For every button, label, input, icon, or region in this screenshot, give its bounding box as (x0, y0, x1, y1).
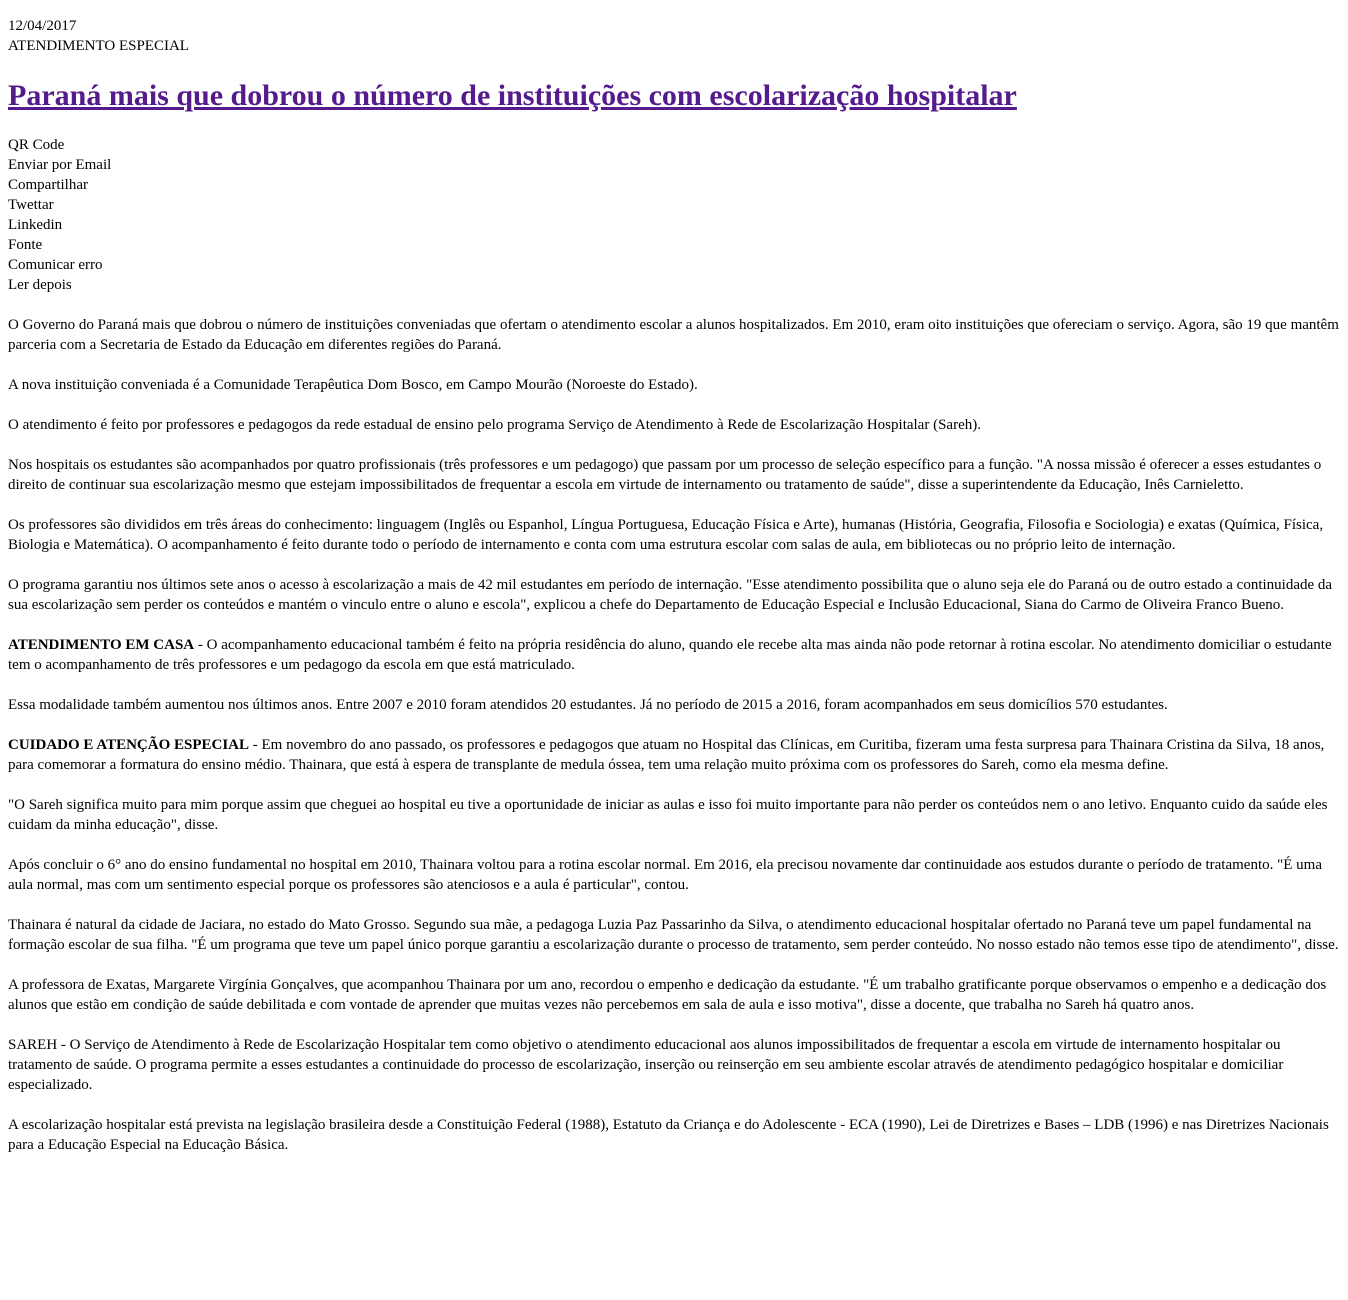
paragraph: O programa garantiu nos últimos sete anos o acesso à escolarização a mais de 42 mil estudantes em período de internação. "Esse atendimento possibilita que o aluno seja ele do Paraná ou de outro estado a continuidade da sua escolarização sem perder os conteúdos e mantém o vinculo entre o aluno e escola", explicou a chefe do Departamento de Educação Especial e Inclusão Educacional, Siana do Carmo de Oliveira Franco Bueno. (8, 577, 1333, 613)
paragraph: O Governo do Paraná mais que dobrou o número de instituições conveniadas que ofertam o atendimento escolar a alunos hospitalizados. Em 2010, eram oito instituições que ofereciam o serviço. Agora, são 19 que mantêm parceria com a Secretaria de Estado da Educação em diferentes regiões do Paraná. (8, 317, 1339, 353)
paragraph-section (8, 735, 1340, 775)
paragraph: Os professores são divididos em três áreas do conhecimento: linguagem (Inglês ou Espanhol, Língua Portuguesa, Educação Física e Arte), humanas (História, Geografia, Filosofia e Sociologia) e exatas (Química, Física, Biologia e Matemática). O acompanhamento é feito durante todo o período de internamento e conta com uma estrutura escolar com salas de aula, em bibliotecas ou no próprio leito de internação. (8, 517, 1324, 553)
tool-report-error[interactable]: Comunicar erro (8, 257, 103, 273)
section-heading: CUIDADO E ATENÇÃO ESPECIAL (8, 737, 250, 753)
page-title (8, 78, 1340, 114)
category-label: ATENDIMENTO ESPECIAL (8, 38, 189, 54)
paragraph: Nos hospitais os estudantes são acompanhados por quatro profissionais (três professores e um pedagogo) que passam por um processo de seleção específico para a função. "A nossa missão é oferecer a esses estudantes o direito de continuar sua escolarização mesmo que estejam impossibilitados de frequentar a escola em virtude de internamento ou tratamento de saúde", disse a superintendente da Educação, Inês Carnieletto. (8, 457, 1322, 493)
tool-linkedin[interactable]: Linkedin (8, 217, 63, 233)
paragraph: A nova instituição conveniada é a Comunidade Terapêutica Dom Bosco, em Campo Mourão (Noroeste do Estado). (8, 377, 698, 393)
publish-date: 12/04/2017 (8, 18, 77, 34)
article-tools (8, 135, 1340, 295)
paragraph: Após concluir o 6° ano do ensino fundamental no hospital em 2010, Thainara voltou para a rotina escolar normal. Em 2016, ela precisou novamente dar continuidade aos estudos durante o período de tratamento. "É uma aula normal, mas com um sentimento especial porque os professores são atenciosos e a aula é particular", contou. (8, 857, 1322, 893)
tool-tweet[interactable]: Twettar (8, 197, 54, 213)
paragraph: O atendimento é feito por professores e pedagogos da rede estadual de ensino pelo programa Serviço de Atendimento à Rede de Escolarização Hospitalar (Sareh). (8, 417, 981, 433)
paragraph: Essa modalidade também aumentou nos últimos anos. Entre 2007 e 2010 foram atendidos 20 estudantes. Já no período de 2015 a 2016, foram acompanhados em seus domicílios 570 estudantes. (8, 697, 1168, 713)
paragraph: Thainara é natural da cidade de Jaciara, no estado do Mato Grosso. Segundo sua mãe, a pedagoga Luzia Paz Passarinho da Silva, o atendimento educacional hospitalar ofertado no Paraná teve um papel fundamental na formação escolar de sua filha. "É um programa que teve um papel único porque garantiu a escolarização durante o processo de tratamento, sem perder conteúdo. No nosso estado não temos esse tipo de atendimento", disse. (8, 917, 1339, 953)
tool-read-later[interactable]: Ler depois (8, 277, 72, 293)
article-header (8, 16, 1340, 56)
paragraph-text: - Em novembro do ano passado, os professores e pedagogos que atuam no Hospital das Clínicas, em Curitiba, fizeram uma festa surpresa para Thainara Cristina da Silva, 18 anos, para comemorar a formatura do ensino médio. Thainara, que está à espera de transplante de medula óssea, tem uma relação muito próxima com os professores do Sareh, como ela mesma define. (8, 737, 1325, 773)
paragraph-text: - O acompanhamento educacional também é feito na própria residência do aluno, quando ele recebe alta mas ainda não pode retornar à rotina escolar. No atendimento domiciliar o estudante tem o acompanhamento de três professores e um pedagogo da escola em que está matriculado. (8, 637, 1332, 673)
paragraph: "O Sareh significa muito para mim porque assim que cheguei ao hospital eu tive a oportunidade de iniciar as aulas e isso foi muito importante para não perder os conteúdos nem o ano letivo. Enquanto cuido da saúde eles cuidam da minha educação", disse. (8, 797, 1328, 833)
tool-font-size[interactable]: Fonte (8, 237, 43, 253)
tool-send-email[interactable]: Enviar por Email (8, 157, 112, 173)
article-body (8, 315, 1340, 1155)
tool-share[interactable]: Compartilhar (8, 177, 88, 193)
paragraph: A professora de Exatas, Margarete Virgínia Gonçalves, que acompanhou Thainara por um ano, recordou o empenho e dedicação da estudante. "É um trabalho gratificante porque observamos o empenho e a dedicação dos alunos que estão em condição de saúde debilitada e com vontade de aprender que muitas vezes não percebemos em sala de aula e isso motiva", disse a docente, que trabalha no Sareh há quatro anos. (8, 977, 1327, 1013)
paragraph: SAREH - O Serviço de Atendimento à Rede de Escolarização Hospitalar tem como objetivo o atendimento educacional aos alunos impossibilitados de frequentar a escola em virtude de internamento hospitalar ou tratamento de saúde. O programa permite a esses estudantes a continuidade do processo de escolarização, inserção ou reinserção em seu ambiente escolar através de atendimento pedagógico hospitalar e domiciliar especializado. (8, 1037, 1284, 1093)
headline-link[interactable]: Paraná mais que dobrou o número de instituições com escolarização hospitalar (8, 79, 1017, 112)
section-heading: ATENDIMENTO EM CASA (8, 637, 195, 653)
paragraph: A escolarização hospitalar está prevista na legislação brasileira desde a Constituição Federal (1988), Estatuto da Criança e do Adolescente - ECA (1990), Lei de Diretrizes e Bases – LDB (1996) e nas Diretrizes Nacionais para a Educação Especial na Educação Básica. (8, 1117, 1329, 1153)
tool-qr-code[interactable]: QR Code (8, 137, 65, 153)
paragraph-section (8, 635, 1340, 675)
